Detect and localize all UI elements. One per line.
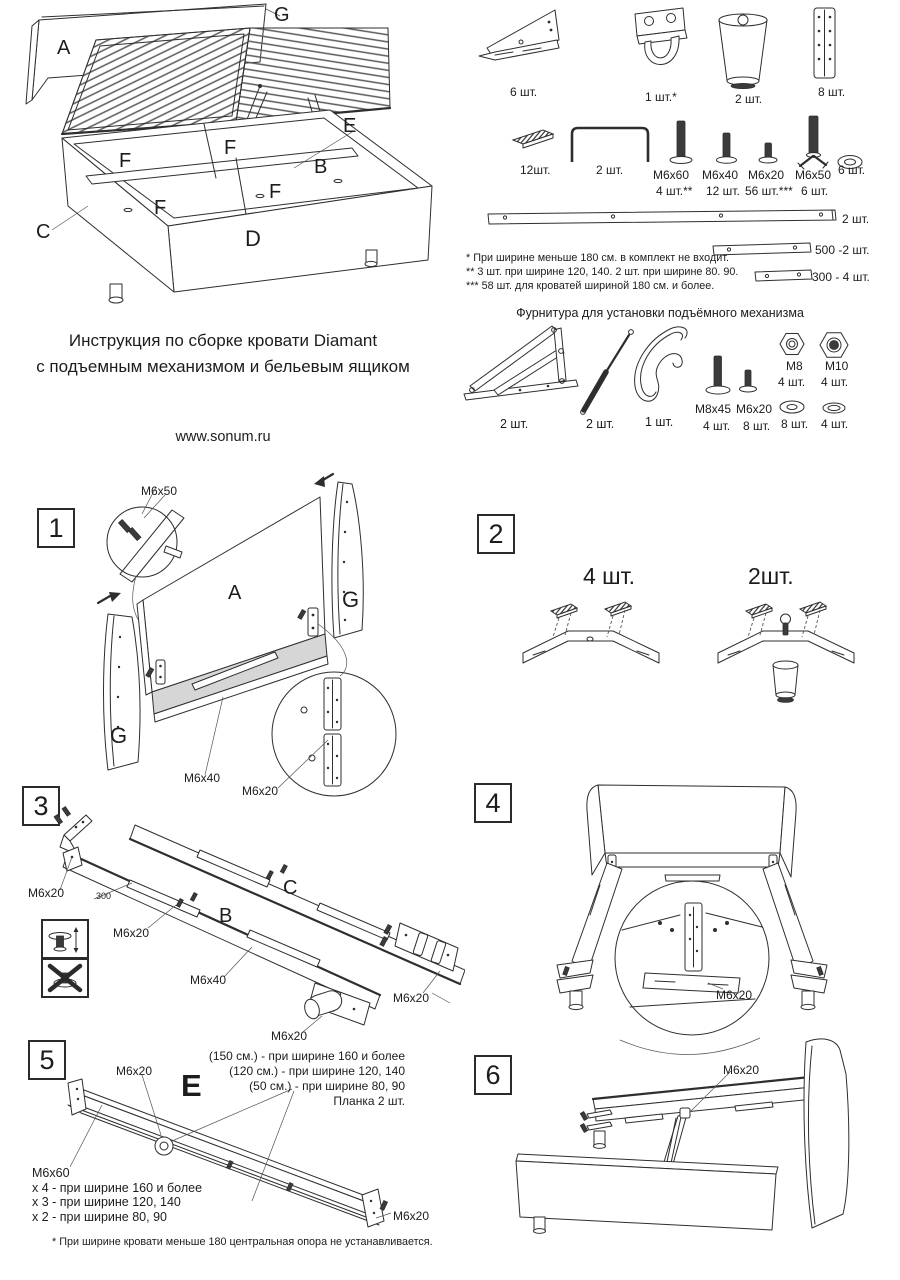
step5-size-line-1: (150 см.) - при ширине 160 и более bbox=[208, 1049, 405, 1063]
nut-m10-icon bbox=[820, 333, 848, 357]
nut-m10-name: M10 bbox=[825, 359, 849, 373]
u-bracket-icon bbox=[572, 128, 648, 162]
gas-strut-icon bbox=[581, 330, 634, 415]
step-1-drawing bbox=[20, 462, 460, 802]
step3-callout-m6x20-bottom: M6x20 bbox=[271, 1029, 308, 1043]
overview-label-f1: F bbox=[119, 150, 132, 172]
step5-bolt-line-1: x 4 - при ширине 160 и более bbox=[32, 1180, 203, 1195]
overview-label-b: B bbox=[314, 156, 328, 178]
title-line-1: Инструкция по сборке кровати Diamant bbox=[68, 331, 378, 350]
step1-label-a: A bbox=[228, 582, 242, 604]
bolt-m6x50-qty: 6 шт. bbox=[801, 184, 829, 198]
bolt-m8x45-qty: 4 шт. bbox=[703, 419, 731, 433]
overview-label-d: D bbox=[245, 226, 261, 251]
strap-qty: 1 шт. bbox=[645, 415, 674, 429]
overview-label-g: G bbox=[274, 4, 290, 26]
step5-size-notes bbox=[175, 1049, 405, 1109]
center-support-icon bbox=[635, 8, 687, 65]
step4-headboard bbox=[587, 785, 796, 881]
step3-depth-warning-box bbox=[41, 919, 89, 959]
side-plank-icon bbox=[488, 210, 836, 224]
bolt-m6x20-icon bbox=[759, 143, 777, 163]
step3-callout-m6x20-mid: M6x20 bbox=[113, 926, 150, 940]
bolt-m6x20-qty: 56 шт.*** bbox=[745, 184, 793, 198]
bolt-m8x45-name: M8x45 bbox=[695, 402, 732, 416]
connector-plate-icon bbox=[814, 8, 835, 78]
step1-label-g-left: G bbox=[110, 723, 128, 748]
washer-m8-icon bbox=[780, 401, 804, 413]
step2-bracket-four bbox=[523, 602, 659, 663]
step-2-number bbox=[477, 514, 515, 554]
step-1-digit: 1 bbox=[48, 512, 64, 543]
parts-note-1: * При ширине меньше 180 см. в комплект не входит. bbox=[466, 252, 729, 264]
center-support-qty: 1 шт.* bbox=[645, 90, 677, 104]
bolt-m6x60-icon bbox=[670, 121, 692, 164]
parts-notes bbox=[466, 252, 738, 293]
bolt-m6x40-qty: 12 шт. bbox=[706, 184, 740, 198]
step5-size-line-4: Планка 2 шт. bbox=[333, 1094, 405, 1108]
step5-footnote: * При ширине кровати меньше 180 центральная опора не устанавливается. bbox=[52, 1236, 433, 1248]
step3-label-c: C bbox=[283, 877, 298, 899]
screw-depth-icon bbox=[46, 924, 84, 954]
lift-hardware-heading: Фурнитура для установки подъёмного механизма bbox=[516, 306, 804, 320]
leg-part-icon bbox=[719, 14, 767, 89]
lift-mechanism-qty: 2 шт. bbox=[500, 417, 529, 431]
step-2-drawing bbox=[513, 595, 885, 713]
bolt-m6x40-name: M6x40 bbox=[702, 168, 739, 182]
step5-bolt-line-2: x 3 - при ширине 120, 140 bbox=[32, 1195, 181, 1210]
step2-bracket-two bbox=[718, 602, 854, 702]
step-5-digit: 5 bbox=[39, 1044, 55, 1075]
step4-callout-m6x20: M6x20 bbox=[716, 988, 753, 1002]
plank-300-qty: 300 - 4 шт. bbox=[812, 270, 870, 284]
step1-callout-m6x50: M6x50 bbox=[141, 484, 178, 498]
washer-m10-icon bbox=[823, 403, 845, 413]
pad-qty: 12шт. bbox=[520, 163, 551, 177]
pad-part-icon bbox=[513, 130, 553, 148]
step6-headboard bbox=[804, 1039, 849, 1228]
step5-callout-m6x20-top: M6x20 bbox=[116, 1064, 153, 1078]
step3-dim-300: 300 bbox=[96, 891, 112, 901]
overview-label-f2: F bbox=[224, 137, 237, 159]
step5-size-line-3: (50 см.) - при ширине 80, 90 bbox=[249, 1079, 405, 1093]
u-bracket-qty: 2 шт. bbox=[596, 163, 624, 177]
step1-label-g-right: G bbox=[342, 587, 360, 612]
lift-bolt-m6x20-name: M6x20 bbox=[736, 402, 773, 416]
lift-mechanism-icon bbox=[464, 326, 578, 400]
overview-label-f3: F bbox=[269, 181, 282, 203]
step1-side-panel-right bbox=[332, 482, 363, 638]
plank-500-qty: 500 -2 шт. bbox=[815, 243, 870, 257]
step-4-drawing bbox=[530, 775, 900, 1055]
nut-m8-icon bbox=[780, 334, 804, 355]
bolt-m8x45-icon bbox=[706, 356, 730, 394]
side-plank-qty: 2 шт. bbox=[842, 212, 870, 226]
nut-m8-name: M8 bbox=[786, 359, 803, 373]
leg-qty: 2 шт. bbox=[735, 92, 763, 106]
step5-callout-m6x20-br: M6x20 bbox=[393, 1209, 430, 1223]
bolt-m6x20-lift-icon bbox=[740, 370, 757, 392]
overview-label-e: E bbox=[343, 115, 357, 137]
step3-label-b: B bbox=[219, 905, 233, 927]
step-6-drawing bbox=[510, 1034, 900, 1240]
storage-box-drawing bbox=[62, 110, 432, 303]
parts-note-2: ** 3 шт. при ширине 120, 140. 2 шт. при ширине 80. 90. bbox=[466, 265, 739, 278]
title-line-2: с подъемным механизмом и бельевым ящиком bbox=[36, 356, 410, 376]
step3-callout-m6x20-right: M6x20 bbox=[393, 991, 430, 1005]
crossed-out-screw-icon bbox=[46, 963, 84, 993]
step-2-digit: 2 bbox=[488, 518, 504, 549]
step5-bolt-line-3: x 2 - при ширине 80, 90 bbox=[32, 1209, 167, 1224]
step-4-number bbox=[474, 783, 512, 823]
step5-size-line-2: (120 см.) - при ширине 120, 140 bbox=[229, 1064, 405, 1078]
website-text: www.sonum.ru bbox=[175, 429, 271, 445]
overview-label-f4: F bbox=[154, 197, 167, 219]
step6-circle-remnant bbox=[620, 1038, 760, 1055]
lift-bolt-m6x20-qty: 8 шт. bbox=[743, 419, 771, 433]
step4-detail-circle bbox=[615, 881, 769, 1035]
step6-callout-m6x20: M6x20 bbox=[723, 1063, 760, 1077]
washer-qty: 6 шт. bbox=[838, 163, 866, 177]
page-title bbox=[18, 328, 428, 379]
step-6-digit: 6 bbox=[485, 1059, 501, 1090]
step2-qty-four: 4 шт. bbox=[583, 563, 636, 589]
bolt-m6x20-name: M6x20 bbox=[748, 168, 785, 182]
corner-bracket-icon bbox=[479, 10, 559, 60]
bolt-m6x60-name: M6x60 bbox=[653, 168, 690, 182]
nut-m8-qty: 4 шт. bbox=[778, 375, 806, 389]
step-6-number bbox=[474, 1055, 512, 1095]
nut-m10-qty: 4 шт. bbox=[821, 375, 849, 389]
step3-callout-m6x20-left: M6x20 bbox=[28, 886, 65, 900]
step1-callout-m6x40: M6x40 bbox=[184, 771, 221, 785]
step-4-digit: 4 bbox=[485, 787, 501, 818]
bolt-m6x50-icon bbox=[798, 116, 828, 169]
gas-strut-qty: 2 шт. bbox=[586, 417, 615, 431]
step2-qty-two: 2шт. bbox=[748, 563, 794, 589]
step-5-number bbox=[28, 1040, 66, 1080]
washer-m10-qty: 4 шт. bbox=[821, 417, 849, 431]
step5-bolt-notes bbox=[32, 1166, 202, 1224]
washer-m8-qty: 8 шт. bbox=[781, 417, 809, 431]
step5-bolt-name: M6x60 bbox=[32, 1166, 70, 1180]
step3-callout-m6x40: M6x40 bbox=[190, 973, 227, 987]
step6-storage-box bbox=[516, 1154, 778, 1233]
step-3-digit: 3 bbox=[33, 790, 49, 821]
bolt-m6x60-qty: 4 шт.** bbox=[656, 184, 693, 198]
overview-label-a: A bbox=[57, 37, 71, 59]
connector-plate-qty: 8 шт. bbox=[818, 85, 846, 99]
bolt-m6x50-name: M6x50 bbox=[795, 168, 832, 182]
parts-note-3: *** 58 шт. для кроватей шириной 180 см. и более. bbox=[466, 279, 715, 292]
step3-forbidden-box bbox=[41, 958, 89, 998]
step5-label-e: E bbox=[181, 1068, 202, 1103]
strap-icon bbox=[635, 327, 687, 401]
bolt-m6x40-icon bbox=[717, 133, 737, 163]
step1-callout-m6x20: M6x20 bbox=[242, 784, 279, 798]
corner-bracket-qty: 6 шт. bbox=[510, 85, 538, 99]
overview-label-c: C bbox=[36, 221, 51, 243]
plank-300-icon bbox=[755, 270, 812, 281]
